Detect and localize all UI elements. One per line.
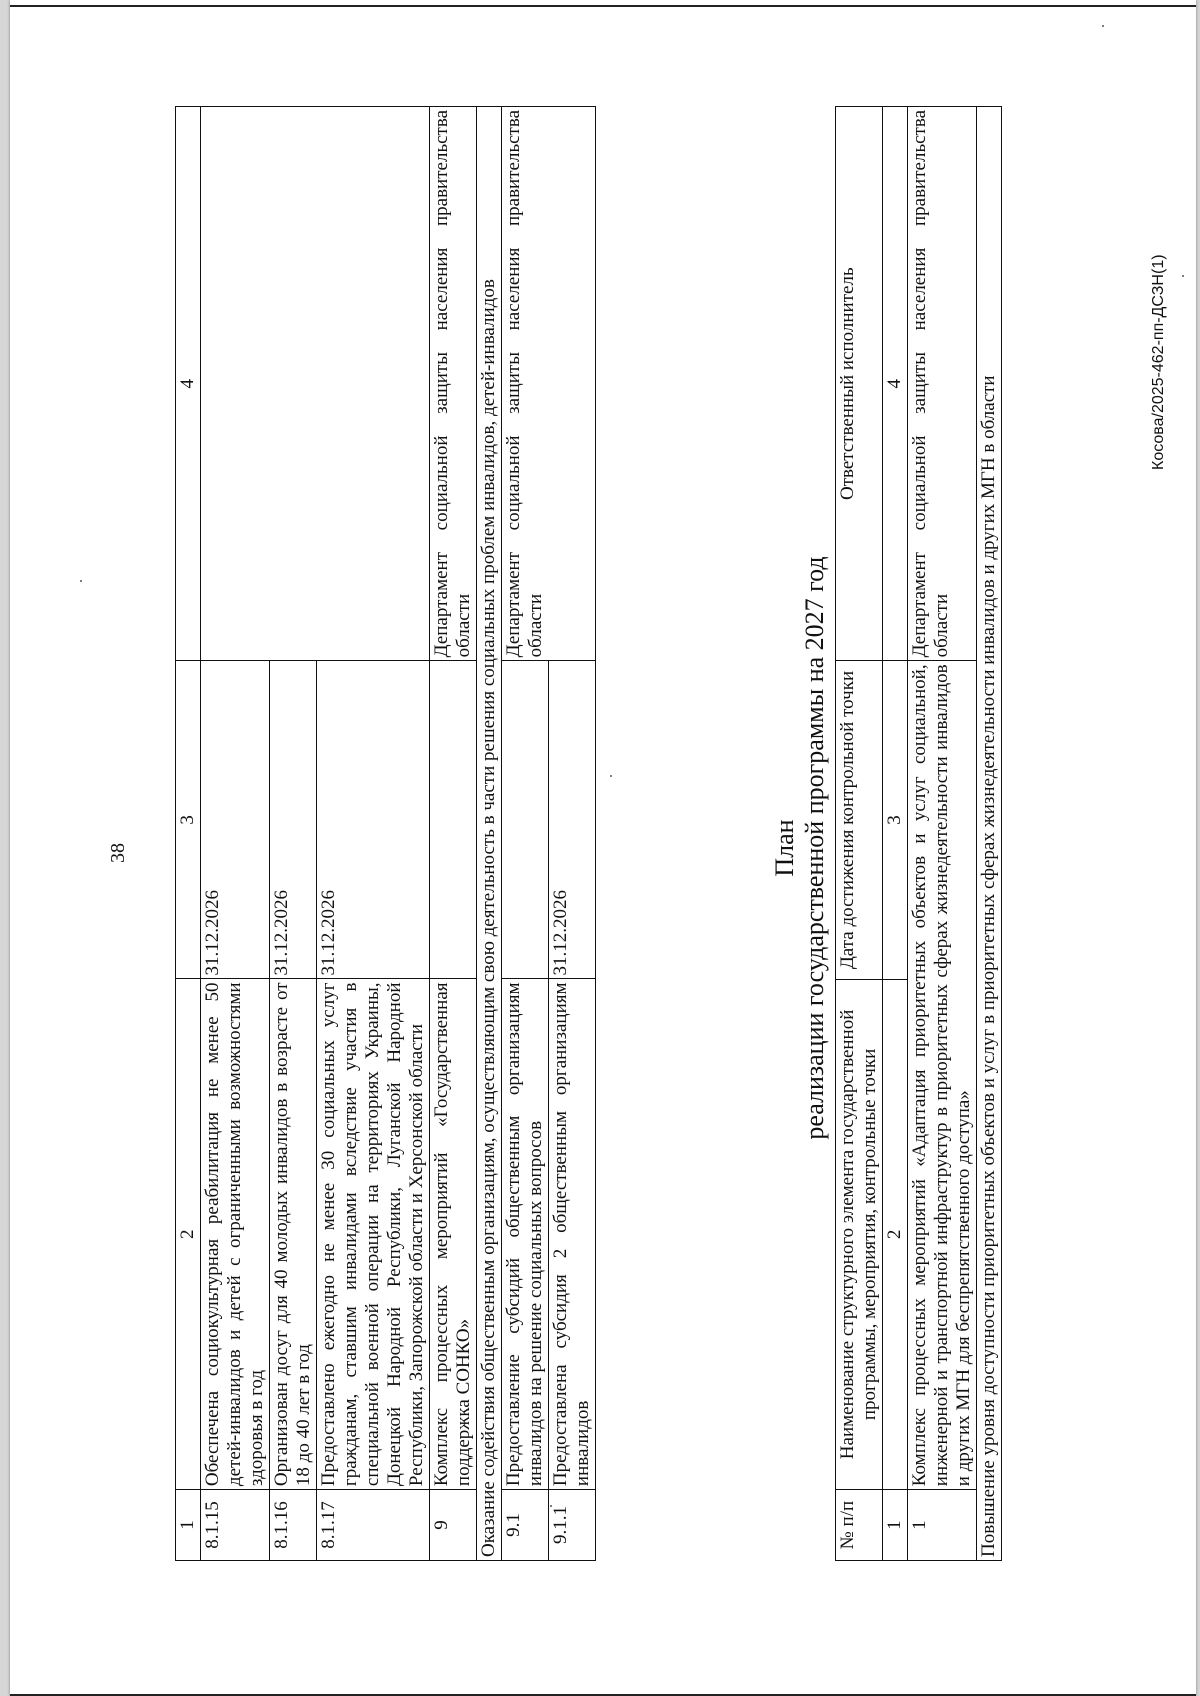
row-number-cell: 9: [430, 1490, 477, 1561]
column-number-row: [883, 107, 908, 1561]
column-number-cell: 3: [883, 661, 908, 979]
row-name-cell: Предоставление субсидий общественным организациям инвалидов на решение социальных вопросов: [502, 979, 549, 1490]
table-row: [201, 107, 270, 1561]
row-name-cell: Предоставлена субсидия 2 общественным организациям инвалидов: [549, 979, 596, 1490]
table-row: [908, 107, 977, 1561]
row-number-cell: 8.1.17: [317, 1490, 430, 1561]
column-header-cell: Наименование структурного элемента государственной программы, мероприятия, контрольные точки: [836, 979, 883, 1490]
column-number-cell: 1: [176, 1490, 201, 1561]
table-row: [977, 107, 1002, 1561]
row-date-cell: 31.12.2026: [270, 661, 317, 979]
row-responsible-cell: [201, 107, 430, 661]
plan-table: [835, 106, 1002, 1561]
row-responsible-cell: Департамент социальной защиты населения правительства области: [430, 107, 477, 661]
column-number-cell: 3: [176, 661, 201, 979]
column-number-cell: 4: [883, 107, 908, 661]
table-header-row: [176, 107, 201, 1561]
row-date-cell: 31.12.2026: [549, 661, 596, 979]
row-date-cell: 31.12.2026: [317, 661, 430, 979]
plan-subtitle: реализации государственной программы на 2027 год: [800, 556, 829, 1140]
column-number-cell: 4: [176, 107, 201, 661]
column-number-cell: 2: [176, 979, 201, 1490]
table-header-row: [836, 107, 883, 1561]
row-name-cell: Организован досуг для 40 молодых инвалидов в возрасте от 18 до 40 лет в год: [270, 979, 317, 1490]
table-row: [502, 107, 549, 1561]
document-code: Косова/2025-462-пп-ДСЗН(1): [1150, 254, 1167, 470]
section-description-cell: Оказание содействия общественным организациям, осуществляющим свою деятельность в части решения социальных проблем инвалидов, детей-инвалидов: [477, 107, 502, 1561]
table-row: [477, 107, 502, 1561]
plan-title: План: [770, 819, 799, 877]
row-date-cell: [502, 661, 549, 979]
row-number-cell: 1: [908, 1490, 977, 1561]
column-header-cell: Дата достижения контрольной точки: [836, 661, 883, 979]
row-name-cell: Обеспечена социокультурная реабилитация не менее 50 детей-инвалидов и детей с ограниченными возможностями здоровья в год: [201, 979, 270, 1490]
column-number-cell: 2: [883, 979, 908, 1490]
row-number-cell: 8.1.15: [201, 1490, 270, 1561]
section-description-cell: Повышение уровня доступности приоритетных объектов и услуг в приоритетных сферах жизнедеятельности инвалидов и других МГН в области: [977, 107, 1002, 1561]
row-number-cell: 9.1: [502, 1490, 549, 1561]
page-number: 38: [107, 843, 129, 863]
table-row: [430, 107, 477, 1561]
row-responsible-cell: Департамент социальной защиты населения правительства области: [502, 107, 596, 661]
row-date-cell: 31.12.2026: [201, 661, 270, 979]
row-date-cell: [430, 661, 477, 979]
column-header-cell: Ответственный исполнитель: [836, 107, 883, 661]
row-name-cell: Комплекс процессных мероприятий «Государственная поддержка СОНКО»: [430, 979, 477, 1490]
row-number-cell: 9.1.1: [549, 1490, 596, 1561]
row-number-cell: 8.1.16: [270, 1490, 317, 1561]
column-header-cell: № п/п: [836, 1490, 883, 1561]
row-name-cell: Комплекс процессных мероприятий «Адаптация приоритетных объектов и услуг социальной, инженерной и транспортной инфраструктур в приоритетных сферах жизнедеятельности инвалидов и других МГН для беспрепятственного доступа»: [908, 661, 977, 1490]
row-responsible-cell: Департамент социальной защиты населения правительства области: [908, 107, 977, 661]
column-number-cell: 1: [883, 1490, 908, 1561]
row-name-cell: Предоставлено ежегодно не менее 30 социальных услуг гражданам, ставшим инвалидами вследствие участия в специальной военной операции на территориях Украины, Донецкой Народной Республики, Луганской Народной Республики, Запорожской области и Херсонской области: [317, 979, 430, 1490]
continuation-table: [175, 106, 596, 1561]
